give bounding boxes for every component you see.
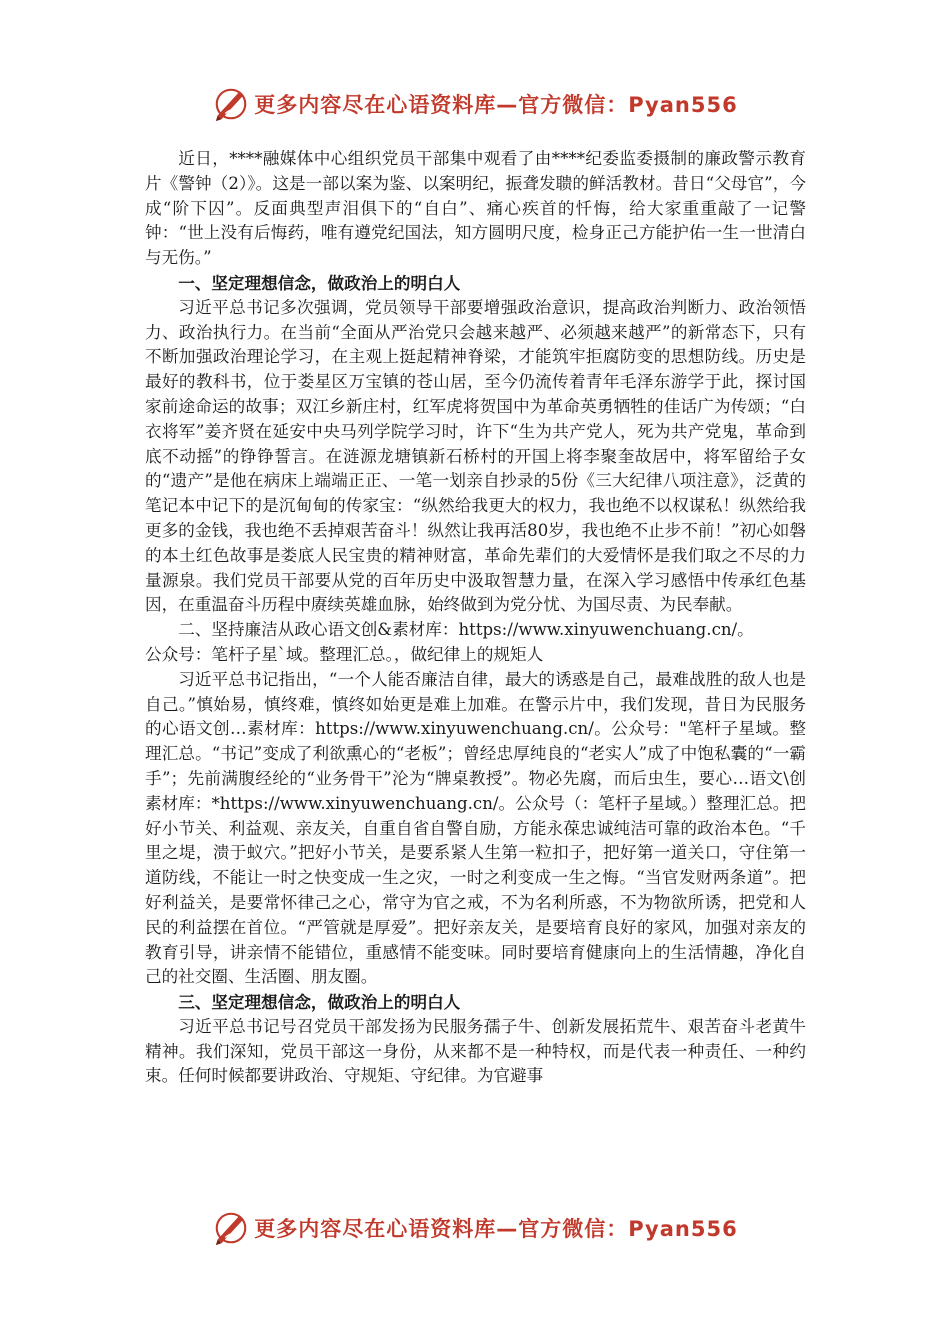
section-paragraph-3: 习近平总书记号召党员干部发扬为民服务孺子牛、创新发展拓荒牛、艰苦奋斗老黄牛精神。我们深知，党员干部这一身份，从来都不是一种特权，而是代表一种责任、一种约束。任何时候都要讲政治、守规矩、守纪律。为官避事 [145,1016,806,1086]
footer-banner [0,1206,950,1250]
pen-logo-icon [212,85,250,123]
section-heading-2-line2: 公众号：笔杆子星`域。整理汇总。，做纪律上的规矩人 [145,644,544,664]
section-paragraph-1: 习近平总书记多次强调，党员领导干部要增强政治意识，提高政治判断力、政治领悟力、政治执行力。在当前“全面从严治党只会越来越严、必须越来越严”的新常态下，只有不断加强政治理论学习，在主观上挺起精神脊梁，才能筑牢拒腐防变的思想防线。历史是最好的教科书，位于娄星区万宝镇的苍山居，至今仍流传着青年毛泽东游学于此，探讨国家前途命运的故事；双江乡新庄村，红军虎将贺国中为革命英勇牺牲的佳话广为传颂；“白衣将军”姜齐贤在延安中央马列学院学习时，许下“生为共产党人，死为共产党鬼，革命到底不动摇”的铮铮誓言。在涟源龙塘镇新石桥村的开国上将李聚奎故居中，将军留给子女的“遗产”是他在病床上端端正正、一笔一划亲自抄录的5份《三大纪律八项注意》，泛黄的笔记本中记下的是沉甸甸的传家宝：“纵然给我更大的权力，我也绝不以权谋私！纵然给我更多的金钱，我也绝不丢掉艰苦奋斗！纵然让我再活80岁，我也绝不止步不前！”初心如磐的本土红色故事是娄底人民宝贵的精神财富，革命先辈们的大爱情怀是我们取之不尽的力量源泉。我们党员干部要从党的百年历史中汲取智慧力量，在深入学习感悟中传承红色基因，在重温奋斗历程中赓续英雄血脉，始终做到为党分忧、为国尽责、为民奉献。 [145,297,806,615]
pen-logo-icon [212,1209,250,1247]
intro-paragraph: 近日，****融媒体中心组织党员干部集中观看了由****纪委监委摄制的廉政警示教育片《警钟（2）》。这是一部以案为鉴、以案明纪，振聋发聩的鲜活教材。昔日“父母官”，今成“阶下囚”。反面典型声泪俱下的“自白”、痛心疾首的忏悔，给大家重重敲了一记警钟：“世上没有后悔药，唯有遵党纪国法，知方圆明尺度，检身正己方能护佑一生一世清白与无伤。” [145,149,806,268]
section-heading-3: 三、坚定理想信念，做政治上的明白人 [178,992,461,1013]
section-heading-1: 一、坚定理想信念，做政治上的明白人 [178,272,461,293]
section-paragraph-2: 习近平总书记指出，“一个人能否廉洁自律，最大的诱惑是自己，最难战胜的敌人也是自己。”慎始易，慎终难，慎终如始更是难上加难。在警示片中，我们发现，昔日为民服务的心语文创…素材库：https://www.xinyuwenchuang.cn/。公众号："笔杆子星域。整理汇总。“书记”变成了利欲熏心的“老板”；曾经忠厚纯良的“老实人”成了中饱私囊的“一霸手”；先前满腹经纶的“业务骨干”沦为“牌桌教授”。物必先腐，而后虫生，要心…语文\创素材库：*https://www.xinyuwenchuang.cn/。公众号（：笔杆子星域。）整理汇总。把好小节关、利益观、亲友关，自重自省自警自励，方能永葆忠诚纯洁可靠的政治本色。“千里之堤，溃于蚁穴。”把好小节关，是要系紧人生第一粒扣子，把好第一道关口，守住第一道防线，不能让一时之快变成一生之灾，一时之利变成一生之悔。“当官发财两条道”。把好利益关，是要常怀律己之心，常守为官之戒，不为名利所惑，不为物欲所诱，把党和人民的利益摆在首位。“严管就是厚爱”。把好亲友关，是要培育良好的家风，加强对亲友的教育引导，讲亲情不能错位，重感情不能变味。同时要培育健康向上的生活情趣，净化自己的社交圈、生活圈、朋友圈。 [145,669,806,987]
article-body [145,147,806,1089]
banner-text: 更多内容尽在心语资料库—官方微信：Pyan556 [254,93,738,117]
header-banner [0,82,950,126]
section-heading-2-line1: 二、坚持廉洁从政心语文创&素材库：https://www.xinyuwenchuang.cn/。 [178,620,754,640]
banner-text: 更多内容尽在心语资料库—官方微信：Pyan556 [254,1217,738,1241]
